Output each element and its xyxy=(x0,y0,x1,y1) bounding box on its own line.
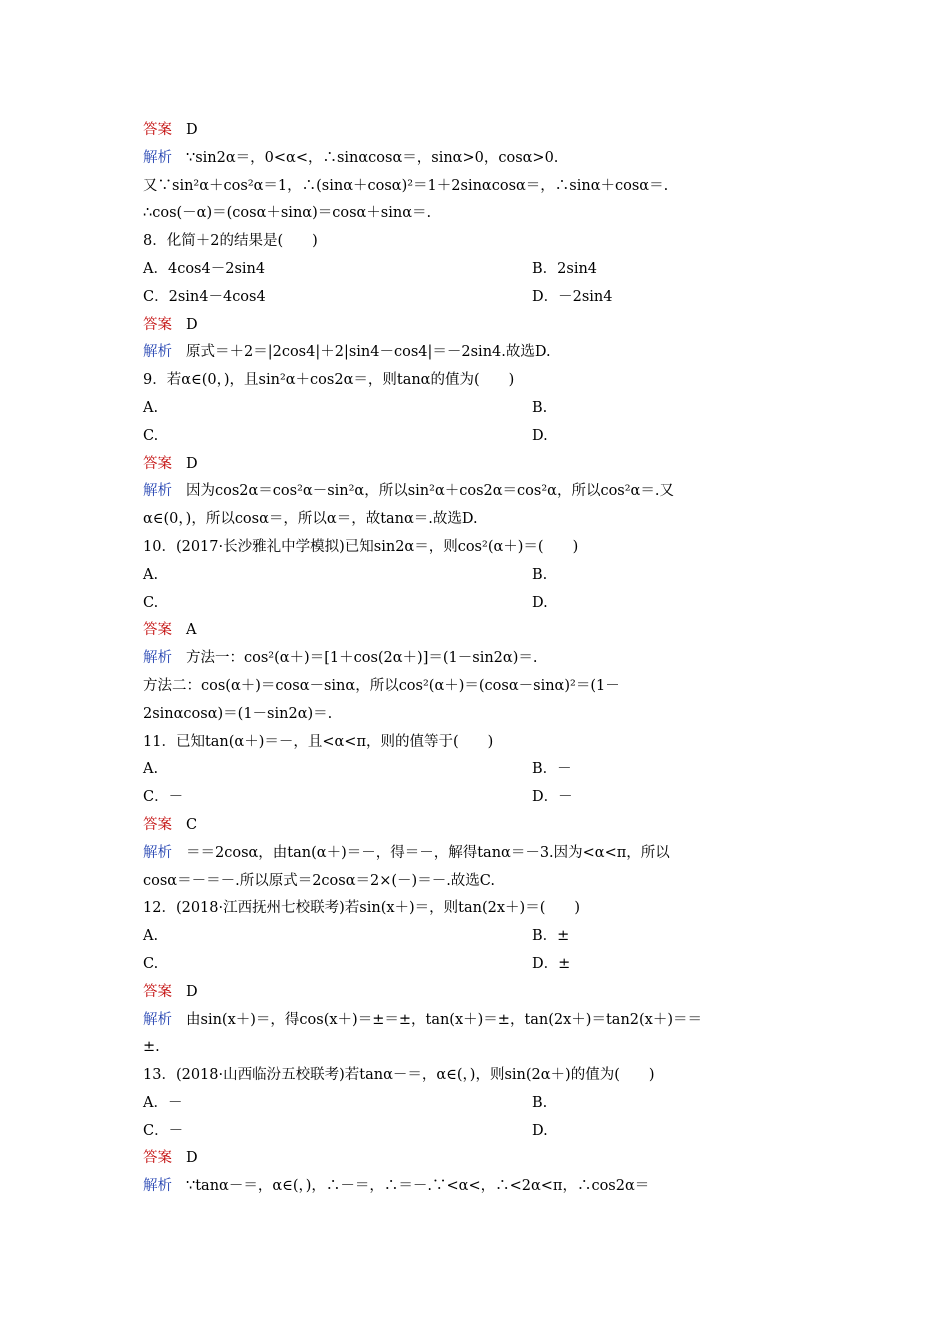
option-row xyxy=(143,284,807,312)
option-left: A. xyxy=(143,399,159,416)
option-left: A．－ xyxy=(143,1094,183,1111)
text-line: α∈(0，)，所以cosα＝，所以α＝，故tanα＝.故选D. xyxy=(143,511,478,528)
analysis-text: ＝＝2cosα，由tan(α＋)＝－，得＝－，解得tanα＝－3.因为<α<π，所以 xyxy=(186,844,670,861)
analysis-text: 因为cos2α＝cos²α－sin²α，所以sin²α＋cos2α＝cos²α，所以cos²α＝.又 xyxy=(186,483,674,500)
option-left: C. xyxy=(143,955,159,972)
option-row xyxy=(143,756,807,784)
answer-line xyxy=(143,117,807,145)
answer-text: A xyxy=(186,622,197,639)
analysis-line xyxy=(143,840,807,868)
option-row xyxy=(143,562,807,590)
option-left: C. xyxy=(143,594,159,611)
document-body xyxy=(143,117,807,1201)
option-left: A．4cos4－2sin4 xyxy=(143,260,266,277)
option-right: B. xyxy=(532,1094,548,1111)
answer-text: C xyxy=(186,816,198,833)
answer-line xyxy=(143,812,807,840)
text-line: 13．(2018·山西临汾五校联考)若tanα－＝，α∈(，)，则sin(2α＋)的值为( ) xyxy=(143,1067,655,1084)
option-left: C．－ xyxy=(143,1122,184,1139)
option-row xyxy=(143,923,807,951)
analysis-text: 方法一：cos²(α＋)＝[1＋cos(2α＋)]＝(1－sin2α)＝. xyxy=(186,650,538,667)
answer-text: D xyxy=(186,983,198,1000)
analysis-text: ∵tanα－＝，α∈(，)，∴－＝，∴＝－.∵<α<，∴<2α<π，∴cos2α＝ xyxy=(186,1178,650,1195)
analysis-line xyxy=(143,478,807,506)
analysis-text: ∵sin2α＝，0<α<，∴sinαcosα＝，sinα>0，cosα>0. xyxy=(186,149,559,166)
answer-line xyxy=(143,979,807,1007)
option-right: D．± xyxy=(532,955,571,972)
analysis-line xyxy=(143,339,807,367)
analysis-label: 解析 xyxy=(143,844,172,861)
analysis-line xyxy=(143,645,807,673)
answer-label: 答案 xyxy=(143,622,172,639)
text-line: 10．(2017·长沙雅礼中学模拟)已知sin2α＝，则cos²(α＋)＝( ) xyxy=(143,538,579,555)
option-right: B．2sin4 xyxy=(532,260,598,277)
text-line: 方法二：cos(α＋)＝cosα－sinα，所以cos²(α＋)＝(cosα－sinα)²＝(1－ xyxy=(143,677,620,694)
option-row xyxy=(143,395,807,423)
option-row xyxy=(143,423,807,451)
text-line: ∴cos(－α)＝(cosα＋sinα)＝cosα＋sinα＝. xyxy=(143,205,432,222)
answer-label: 答案 xyxy=(143,816,172,833)
analysis-label: 解析 xyxy=(143,650,172,667)
text-line: ±. xyxy=(143,1039,160,1056)
text-line: 12．(2018·江西抚州七校联考)若sin(x＋)＝，则tan(2x＋)＝( ) xyxy=(143,900,581,917)
option-right: B．－ xyxy=(532,761,572,778)
answer-line xyxy=(143,1145,807,1173)
option-left: C. xyxy=(143,427,159,444)
analysis-line xyxy=(143,1173,807,1201)
answer-label: 答案 xyxy=(143,1150,172,1167)
answer-label: 答案 xyxy=(143,983,172,1000)
analysis-label: 解析 xyxy=(143,344,172,361)
option-left: C．2sin4－4cos4 xyxy=(143,288,266,305)
option-row xyxy=(143,256,807,284)
analysis-line xyxy=(143,1007,807,1035)
analysis-label: 解析 xyxy=(143,483,172,500)
option-left: A. xyxy=(143,928,159,945)
text-line: 8．化简＋2的结果是( ) xyxy=(143,233,318,250)
option-row xyxy=(143,590,807,618)
option-right: D. xyxy=(532,594,548,611)
analysis-line xyxy=(143,145,807,173)
option-left: A. xyxy=(143,761,159,778)
option-right: D. xyxy=(532,427,548,444)
analysis-label: 解析 xyxy=(143,149,172,166)
answer-text: D xyxy=(186,122,198,138)
analysis-text: 原式＝＋2＝|2cos4|＋2|sin4－cos4|＝－2sin4.故选D. xyxy=(186,344,551,361)
answer-text: D xyxy=(186,316,198,333)
answer-label: 答案 xyxy=(143,316,172,333)
option-right: B. xyxy=(532,566,548,583)
text-line: 2sinαcosα)＝(1－sin2α)＝. xyxy=(143,705,333,722)
answer-line xyxy=(143,617,807,645)
option-right: D．－2sin4 xyxy=(532,288,613,305)
answer-line xyxy=(143,312,807,340)
option-right: D. xyxy=(532,1122,548,1139)
option-row xyxy=(143,784,807,812)
option-left: A. xyxy=(143,566,159,583)
option-row xyxy=(143,951,807,979)
option-right: D．－ xyxy=(532,789,573,806)
text-line: cosα＝－＝－.所以原式＝2cosα＝2×(－)＝－.故选C. xyxy=(143,872,495,889)
text-line: 又∵sin²α＋cos²α＝1，∴(sinα＋cosα)²＝1＋2sinαcosα＝，∴sinα＋cosα＝. xyxy=(143,177,669,194)
option-right: B．± xyxy=(532,928,570,945)
answer-label: 答案 xyxy=(143,122,172,138)
text-line: 9．若α∈(0，)，且sin²α＋cos2α＝，则tanα的值为( ) xyxy=(143,372,515,389)
option-left: C．－ xyxy=(143,789,184,806)
option-row xyxy=(143,1090,807,1118)
answer-label: 答案 xyxy=(143,455,172,472)
option-row xyxy=(143,1118,807,1146)
option-right: B. xyxy=(532,399,548,416)
answer-text: D xyxy=(186,455,198,472)
answer-line xyxy=(143,451,807,479)
analysis-label: 解析 xyxy=(143,1178,172,1195)
text-line: 11．已知tan(α＋)＝－，且<α<π，则的值等于( ) xyxy=(143,733,494,750)
analysis-text: 由sin(x＋)＝，得cos(x＋)＝±＝±，tan(x＋)＝±，tan(2x＋)＝tan2(x＋)＝＝ xyxy=(186,1011,702,1028)
analysis-label: 解析 xyxy=(143,1011,172,1028)
answer-text: D xyxy=(186,1150,198,1167)
